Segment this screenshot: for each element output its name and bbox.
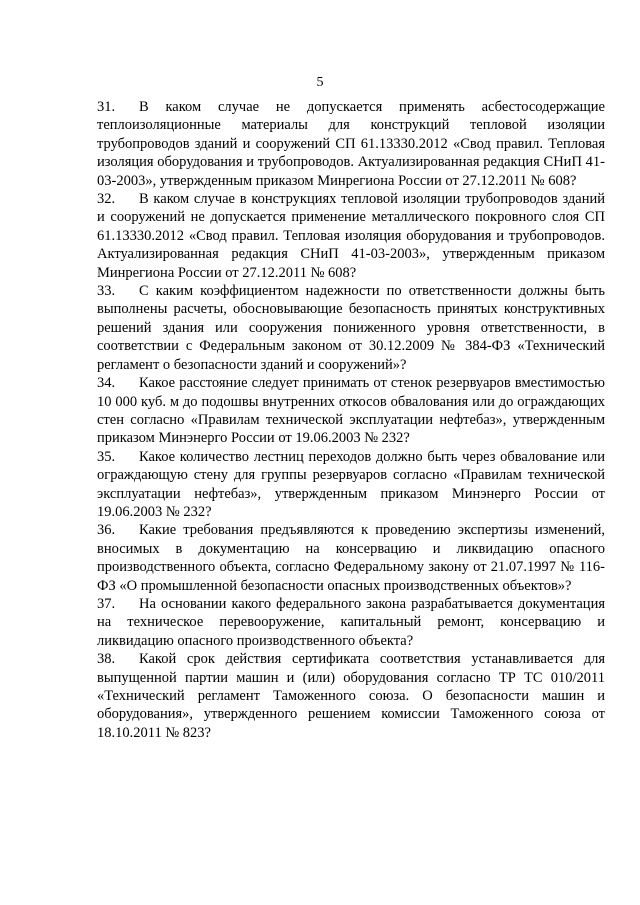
question-item: [97, 98, 605, 190]
question-text: В каком случае в конструкциях тепловой изоляции трубопроводов зданий и сооружений не допускается применение металлического покровного слоя СП 61.13330.2012 «Свод правил. Тепловая изоляция оборудования и трубопроводов. Актуализированная редакция СНиП 41-03-2003», утвержденным приказом Минрегиона России от 27.12.2011 № 608?: [97, 191, 605, 281]
question-number: 35.: [97, 448, 116, 465]
question-number: 33.: [97, 283, 116, 300]
question-item: [97, 595, 605, 650]
page-number: 5: [316, 75, 324, 90]
question-item: [97, 521, 605, 595]
question-number: 31.: [97, 99, 116, 115]
question-text: Какое количество лестниц переходов должно быть через обвалование или ограждающую стену для группы резервуаров согласно «Правилам технической эксплуатации нефтебаз», утвержденным приказом Минэнерго России от 19.06.2003 № 232?: [97, 448, 605, 520]
question-list: [97, 98, 605, 742]
question-item: [97, 374, 605, 448]
question-number: 37.: [97, 595, 116, 612]
question-item: [97, 190, 605, 282]
question-text: Какие требования предъявляются к проведению экспертизы изменений, вносимых в документацию на консервацию и ликвидацию опасного производственного объекта, согласно Федеральному закону от 21.07.1997 № 116-ФЗ «О промышленной безопасности опасных производственных объектов»?: [97, 522, 605, 594]
question-item: [97, 282, 605, 374]
question-text: Какое расстояние следует принимать от стенок резервуаров вместимостью 10 000 куб. м до подошвы внутренних откосов обвалования или до ограждающих стен согласно «Правилам технической эксплуатации нефтебаз», утвержденным приказом Минэнерго России от 19.06.2003 № 232?: [97, 375, 605, 447]
question-number: 34.: [97, 375, 116, 392]
question-number: 36.: [97, 522, 116, 539]
question-number: 38.: [97, 651, 116, 668]
question-text: В каком случае не допускается применять асбестосодержащие теплоизоляционные материалы для конструкций тепловой изоляции трубопроводов зданий и сооружений СП 61.13330.2012 «Свод правил. Тепловая изоляция оборудования и трубопроводов. Актуализированная редакция СНиП 41-03-2003», утвержденным приказом Минрегиона России от 27.12.2011 № 608?: [97, 99, 605, 189]
question-text: С каким коэффициентом надежности по ответственности должны быть выполнены расчеты, обосновывающие безопасность принятых конструктивных решений здания или сооружения пониженного уровня ответственности, в соответствии с Федеральным законом от 30.12.2009 № 384-ФЗ «Технический регламент о безопасности зданий и сооружений»?: [97, 283, 605, 373]
question-item: [97, 650, 605, 742]
question-text: На основании какого федерального закона разрабатывается документация на техническое перевооружение, капитальный ремонт, консервацию и ликвидацию опасного производственного объекта?: [97, 595, 605, 649]
question-text: Какой срок действия сертификата соответствия устанавливается для выпущенной партии машин и (или) оборудования согласно ТР ТС 010/2011 «Технический регламент Таможенного союза. О безопасности машин и оборудования», утвержденного решением комиссии Таможенного союза от 18.10.2011 № 823?: [97, 651, 605, 741]
question-item: [97, 448, 605, 522]
question-number: 32.: [97, 191, 116, 208]
